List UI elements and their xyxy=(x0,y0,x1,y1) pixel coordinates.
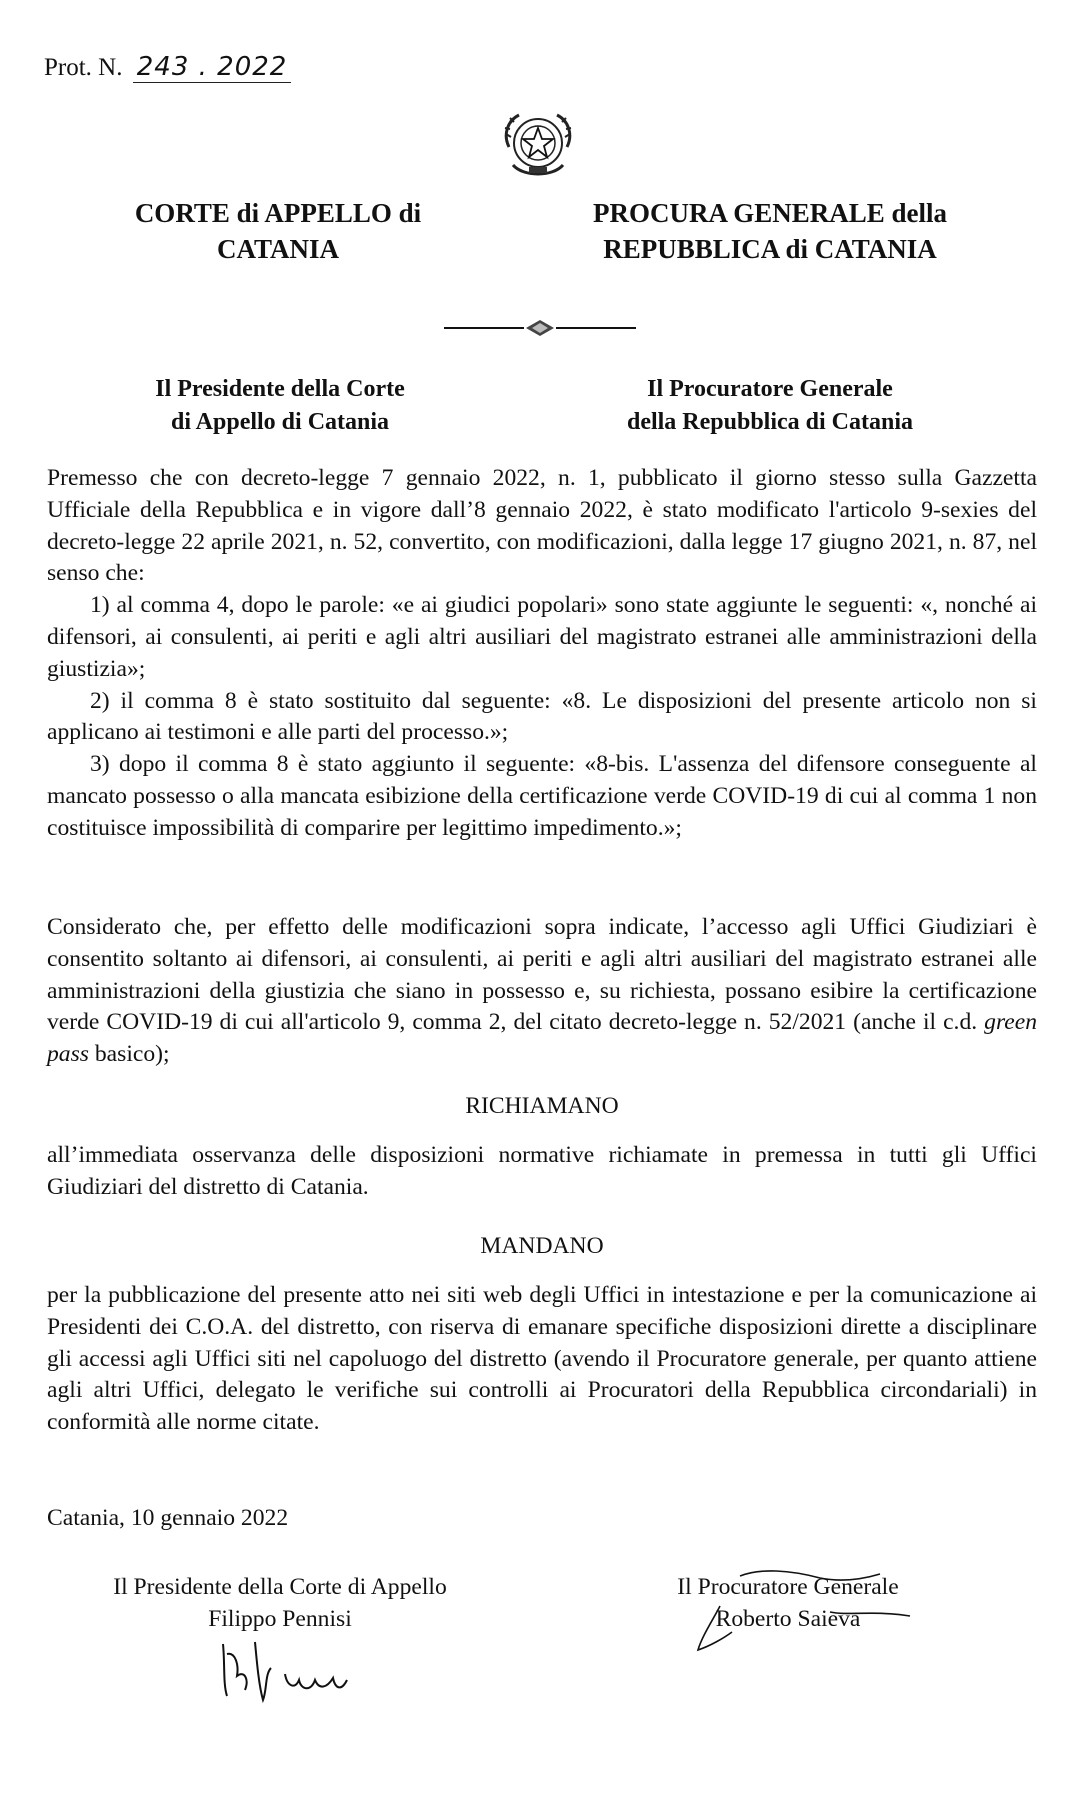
considerato-text: Considerato che, per effetto delle modificazioni sopra indicate, l’accesso agli Uffici Giudiziari è consentito soltanto ai difensori, ai consulenti, ai periti e agli altri ausiliari del magistrato estranei alle amministrazioni della giustizia che siano in possesso e, su richiesta, possano esibire la certificazione verde COVID-19 di cui all'articolo 9, comma 2, del citato decreto-legge n. 52/2021 (anche il c.d. xyxy=(47,914,1037,1036)
signature-president-name: Filippo Pennisi xyxy=(208,1606,352,1632)
mandano-heading: MANDANO xyxy=(480,1233,604,1259)
considerato-paragraph xyxy=(47,912,1037,1071)
header-procura xyxy=(540,195,1000,267)
richiamano-heading: RICHIAMANO xyxy=(465,1093,619,1119)
signature-block-president xyxy=(70,1571,490,1635)
mandano-paragraph: per la pubblicazione del presente atto nei siti web degli Uffici in intestazione e per la comunicazione ai Presidenti dei C.O.A. del distretto, con riserva di emanare specifiche disposizioni dirette a disciplinare gli accessi agli Uffici siti nel capoluogo del distretto (avendo il Procuratore generale, per quanto attiene agli altri Uffici, delegato le verifiche sui controlli ai Procuratori della Repubblica circondariali) in conformità alle norme citate. xyxy=(47,1282,1037,1436)
subheader-procurator-line2: della Repubblica di Catania xyxy=(626,409,914,435)
header-procura-line2: REPUBBLICA di CATANIA xyxy=(603,234,937,264)
mandano-section xyxy=(47,1280,1037,1439)
subheader-president-line2: di Appello di Catania xyxy=(170,409,390,435)
richiamano-paragraph: all’immediata osservanza delle disposizioni normative richiamate in premessa in tutti gli Uffici Giudiziari del distretto di Catania. xyxy=(47,1142,1037,1200)
subheader-procurator-line1: Il Procuratore Generale xyxy=(647,376,893,402)
subheader-procurator xyxy=(560,373,980,439)
considerato-italic: green pass xyxy=(47,1009,1037,1068)
header-court xyxy=(68,195,488,267)
list-item-1: 1) al comma 4, dopo le parole: «e ai giudici popolari» sono state aggiunte le seguenti: «, nonché ai difensori, ai consulenti, ai periti e agli altri ausiliari del magistrato estranei alle amministrazioni della giustizia»; xyxy=(47,592,1037,682)
header-court-line1: CORTE di APPELLO di xyxy=(134,198,422,228)
richiamano-section xyxy=(47,1140,1037,1204)
protocol-line xyxy=(44,52,291,83)
document-date: Catania, 10 gennaio 2022 xyxy=(47,1505,289,1531)
signature-procurator-name: Roberto Saieva xyxy=(715,1606,861,1632)
handwritten-signature-procurator xyxy=(680,1566,920,1656)
subheader-president xyxy=(90,373,470,439)
diamond-divider-icon xyxy=(444,318,636,338)
header-court-line2: CATANIA xyxy=(216,234,339,264)
list-item-3: 3) dopo il comma 8 è stato aggiunto il seguente: «8-bis. L'assenza del difensore conseguente al mancato possesso o alla mancata esibizione della certificazione verde COVID-19 di cui al comma 1 non costituisce impossibilità di comparire per legittimo impedimento.»; xyxy=(47,751,1037,841)
premesso-section xyxy=(47,463,1037,845)
protocol-label: Prot. N. xyxy=(44,54,123,81)
italian-republic-emblem-icon xyxy=(499,107,577,181)
handwritten-signature-president xyxy=(215,1634,355,1706)
header-procura-line1: PROCURA GENERALE della xyxy=(592,198,948,228)
protocol-number: 243 . 2022 xyxy=(133,52,292,83)
considerato-section xyxy=(47,912,1037,1071)
signature-president-title: Il Presidente della Corte di Appello xyxy=(113,1574,447,1600)
signature-procurator-title: Il Procuratore Generale xyxy=(677,1574,899,1600)
considerato-tail: basico); xyxy=(88,1041,170,1068)
premesso-paragraph: Premesso che con decreto-legge 7 gennaio 2022, n. 1, pubblicato il giorno stesso sulla Gazzetta Ufficiale della Repubblica e in vigore dall’8 gennaio 2022, è stato modificato l'articolo 9-sexies del decreto-legge 22 aprile 2021, n. 52, convertito, con modificazioni, dalla legge 17 giugno 2021, n. 87, nel senso che: xyxy=(47,465,1037,587)
list-item-2: 2) il comma 8 è stato sostituito dal seguente: «8. Le disposizioni del presente articolo non si applicano ai testimoni e alle parti del processo.»; xyxy=(47,687,1037,746)
subheader-president-line1: Il Presidente della Corte xyxy=(155,376,405,402)
